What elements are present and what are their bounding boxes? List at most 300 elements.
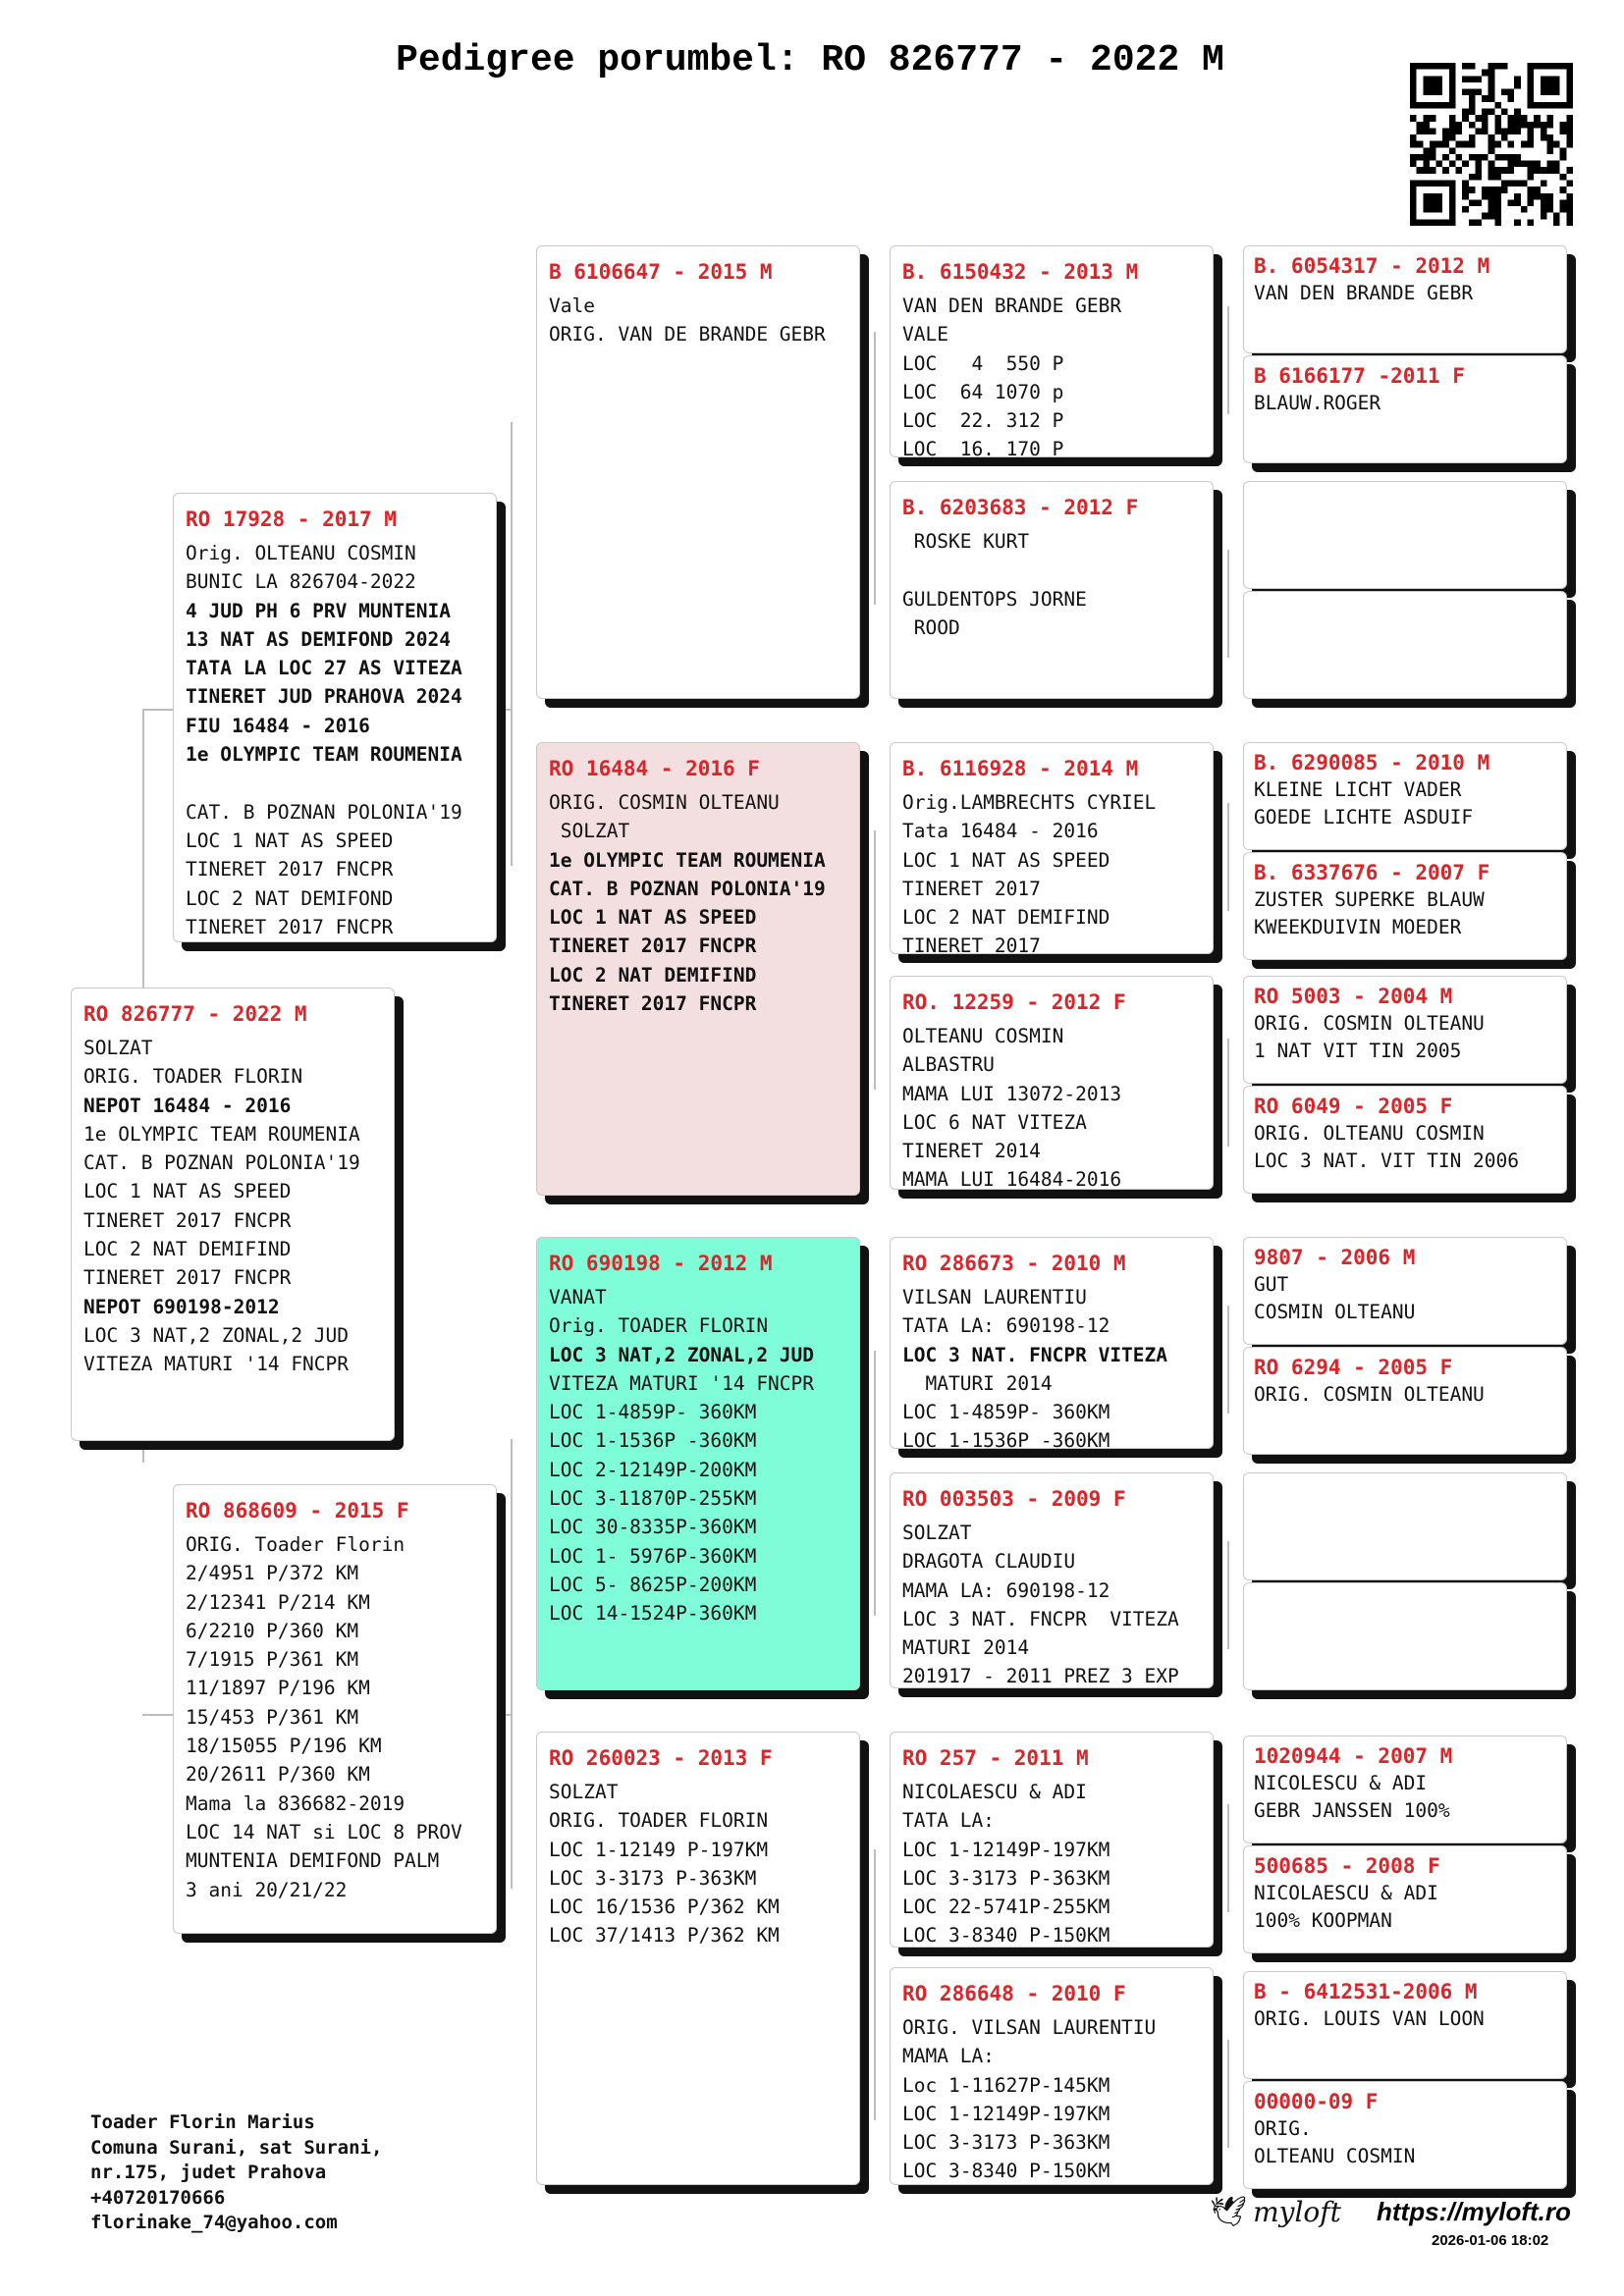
qr-module <box>1508 199 1515 206</box>
qr-module <box>1528 161 1535 168</box>
qr-module <box>1410 95 1417 102</box>
qr-module <box>1449 76 1456 82</box>
qr-module <box>1469 108 1476 115</box>
qr-module <box>1423 128 1430 134</box>
ring-number: 500685 - 2008 F <box>1254 1854 1440 1878</box>
qr-module <box>1449 128 1456 134</box>
card-body <box>1244 280 1566 307</box>
connector <box>511 422 513 866</box>
qr-module <box>1449 206 1456 213</box>
ring-number: RO 257 - 2011 M <box>902 1746 1089 1770</box>
card-line: 201917 - 2011 PREZ 3 EXP <box>902 1665 1179 1688</box>
card-line: NEPOT 16484 - 2016 <box>83 1094 292 1117</box>
qr-module <box>1566 181 1573 187</box>
qr-module <box>1475 174 1482 181</box>
qr-module <box>1475 219 1482 226</box>
ring-number: RO. 12259 - 2012 F <box>902 990 1126 1014</box>
pedigree-card-gen3 <box>890 742 1214 954</box>
card-line: MAMA LUI 13072-2013 <box>902 1082 1122 1105</box>
qr-module <box>1436 89 1443 96</box>
pedigree-card-father <box>173 493 497 942</box>
qr-module <box>1410 213 1417 220</box>
qr-module <box>1469 141 1476 148</box>
qr-module <box>1475 128 1482 134</box>
pedigree-card-gen4 <box>1243 1845 1567 1953</box>
card-line <box>902 556 1201 584</box>
card-line: 15/453 P/361 KM <box>186 1705 359 1729</box>
card-line: ORIG. TOADER FLORIN <box>549 1809 769 1833</box>
connector <box>503 709 513 711</box>
qr-module <box>1410 70 1417 77</box>
card-line: LOC 2 NAT DEMIFIND <box>83 1238 292 1261</box>
qr-module <box>1501 63 1508 70</box>
card-line: MAMA LUI 16484-2016 <box>902 1168 1122 1190</box>
card-line: OLTEANU COSMIN <box>1254 2145 1416 2167</box>
qr-module <box>1494 187 1501 193</box>
qr-module <box>1423 167 1430 174</box>
qr-module <box>1494 102 1501 109</box>
qr-module <box>1410 63 1417 70</box>
qr-module <box>1449 187 1456 193</box>
card-body <box>72 1030 394 1379</box>
pedigree-card-gen2 <box>536 1732 860 2185</box>
qr-module <box>1417 128 1424 134</box>
qr-module <box>1469 76 1476 82</box>
connector <box>1227 1306 1229 1414</box>
qr-module <box>1475 154 1482 161</box>
qr-module <box>1528 95 1535 102</box>
card-body <box>537 784 859 1018</box>
card-line: LOC 1-12149P-197KM <box>902 1838 1110 1861</box>
pedigree-card-gen2 <box>536 742 860 1196</box>
card-line: Loc 1-11627P-145KM <box>902 2073 1110 2097</box>
qr-module <box>1449 102 1456 109</box>
qr-module <box>1528 199 1535 206</box>
qr-module <box>1489 95 1495 102</box>
qr-module <box>1566 141 1573 148</box>
qr-module <box>1430 102 1436 109</box>
ring-number: RO 17928 - 2017 M <box>186 507 397 531</box>
qr-module <box>1489 193 1495 200</box>
card-line: 6/2210 P/360 KM <box>186 1619 359 1642</box>
card-line: Vale <box>549 294 595 317</box>
qr-module <box>1417 181 1424 187</box>
card-line: VAN DEN BRANDE GEBR <box>1254 282 1474 304</box>
owner-name: Toader Florin Marius <box>90 2111 315 2133</box>
qr-module <box>1469 219 1476 226</box>
connector <box>1227 803 1229 911</box>
qr-module <box>1489 76 1495 82</box>
qr-module <box>1410 76 1417 82</box>
qr-module <box>1514 154 1521 161</box>
card-line: LOC 1-12149P-197KM <box>902 2102 1110 2125</box>
qr-module <box>1410 193 1417 200</box>
qr-module <box>1494 63 1501 70</box>
card-line: LOC 5- 8625P-200KM <box>549 1573 757 1596</box>
qr-module <box>1449 95 1456 102</box>
qr-module <box>1566 167 1573 174</box>
qr-module <box>1469 187 1476 193</box>
qr-module <box>1494 154 1501 161</box>
qr-module <box>1417 102 1424 109</box>
qr-module <box>1528 82 1535 89</box>
pedigree-card-gen4 <box>1243 852 1567 960</box>
card-line: LOC 4 550 P <box>902 351 1064 375</box>
card-line: ORIG. <box>1254 2117 1312 2140</box>
qr-module <box>1436 82 1443 89</box>
pedigree-card-gen4 <box>1243 1735 1567 1843</box>
card-line: TINERET 2017 FNCPR <box>549 934 757 958</box>
connector <box>874 830 876 1090</box>
qr-module <box>1430 141 1436 148</box>
qr-module <box>1528 174 1535 181</box>
qr-module <box>1521 206 1528 213</box>
ring-number: B - 6412531-2006 M <box>1254 1980 1478 2003</box>
card-line: ORIG. LOUIS VAN LOON <box>1254 2007 1485 2030</box>
ring-number: B. 6054317 - 2012 M <box>1254 254 1490 278</box>
card-line: LOC 2 NAT DEMIFOND <box>186 886 394 910</box>
card-line: NICOLESCU & ADI <box>1254 1772 1428 1794</box>
qr-module <box>1475 115 1482 122</box>
card-line: LOC 16. 170 P <box>902 438 1064 457</box>
card-line: LOC 2 NAT DEMIFIND <box>902 906 1110 930</box>
pedigree-card-gen4-empty <box>1243 1472 1567 1580</box>
qr-module <box>1449 213 1456 220</box>
qr-module <box>1469 122 1476 129</box>
owner-phone: +40720170666 <box>90 2186 226 2209</box>
card-line: COSMIN OLTEANU <box>1254 1301 1416 1323</box>
qr-module <box>1541 213 1547 220</box>
qr-module <box>1521 161 1528 168</box>
qr-module <box>1489 147 1495 154</box>
qr-module <box>1566 128 1573 134</box>
qr-module <box>1528 128 1535 134</box>
qr-module <box>1494 219 1501 226</box>
pedigree-card-gen2 <box>536 245 860 699</box>
card-line: LOC 1- 5976P-360KM <box>549 1544 757 1568</box>
qr-module <box>1508 128 1515 134</box>
card-body <box>537 288 859 349</box>
qr-module <box>1449 147 1456 154</box>
card-body <box>174 535 496 941</box>
qr-module <box>1423 82 1430 89</box>
connector <box>1227 2040 1229 2148</box>
qr-module <box>1462 89 1469 96</box>
connector <box>874 1849 876 2120</box>
qr-module <box>1553 82 1560 89</box>
qr-module <box>1430 199 1436 206</box>
card-line: ALBASTRU <box>902 1053 995 1077</box>
pedigree-card-gen3 <box>890 1967 1214 2185</box>
qr-module <box>1436 193 1443 200</box>
qr-module <box>1566 199 1573 206</box>
card-line: LOC 1 NAT AS SPEED <box>186 828 394 852</box>
card-line: 2/12341 P/214 KM <box>186 1590 370 1614</box>
qr-module <box>1423 154 1430 161</box>
pedigree-card-gen3 <box>890 1472 1214 1688</box>
qr-module <box>1528 193 1535 200</box>
qr-module <box>1514 219 1521 226</box>
qr-module <box>1546 63 1553 70</box>
qr-module <box>1514 193 1521 200</box>
card-line: LOC 22. 312 P <box>902 409 1064 433</box>
qr-module <box>1442 181 1449 187</box>
qr-module <box>1462 115 1469 122</box>
card-line: SOLZAT <box>902 1522 972 1544</box>
card-body <box>1244 2115 1566 2170</box>
card-line: LOC 16/1536 P/362 KM <box>549 1896 780 1919</box>
qr-module <box>1449 82 1456 89</box>
connector <box>1227 1039 1229 1147</box>
card-line: LOC 14-1524P-360KM <box>549 1602 757 1626</box>
card-body <box>1244 776 1566 831</box>
qr-module <box>1482 122 1489 129</box>
card-line: MAMA LA: 690198-12 <box>902 1578 1110 1602</box>
qr-module <box>1462 181 1469 187</box>
qr-module <box>1469 63 1476 70</box>
qr-module <box>1482 193 1489 200</box>
qr-module <box>1521 181 1528 187</box>
card-line: LOC 30-8335P-360KM <box>549 1516 757 1539</box>
card-body <box>1244 2005 1566 2033</box>
qr-module <box>1494 141 1501 148</box>
qr-module <box>1449 63 1456 70</box>
qr-module <box>1508 115 1515 122</box>
card-body <box>1244 1271 1566 1326</box>
card-body <box>891 1515 1213 1688</box>
card-line: SOLZAT <box>549 1781 619 1803</box>
qr-module <box>1462 206 1469 213</box>
qr-module <box>1528 70 1535 77</box>
qr-module <box>1514 161 1521 168</box>
card-line: LOC 3 NAT,2 ZONAL,2 JUD <box>549 1343 815 1366</box>
qr-module <box>1541 89 1547 96</box>
qr-module <box>1566 206 1573 213</box>
card-line: LOC 3 NAT,2 ZONAL,2 JUD <box>83 1323 350 1347</box>
qr-module <box>1489 167 1495 174</box>
qr-module <box>1462 76 1469 82</box>
qr-module <box>1501 181 1508 187</box>
qr-module <box>1423 199 1430 206</box>
card-line: CAT. B POZNAN POLONIA'19 <box>549 877 826 900</box>
qr-module <box>1553 76 1560 82</box>
qr-module <box>1430 128 1436 134</box>
pedigree-card-gen4 <box>1243 355 1567 463</box>
qr-module <box>1528 134 1535 141</box>
qr-module <box>1494 167 1501 174</box>
qr-module <box>1423 102 1430 109</box>
qr-module <box>1442 134 1449 141</box>
card-body <box>891 1774 1213 1948</box>
qr-module <box>1423 89 1430 96</box>
qr-module <box>1436 161 1443 168</box>
ring-number: RO 868609 - 2015 F <box>186 1499 409 1522</box>
card-line: CAT. B POZNAN POLONIA'19 <box>83 1151 360 1175</box>
card-line: NEPOT 690198-2012 <box>83 1295 280 1318</box>
card-line: 1e OLYMPIC TEAM ROUMENIA <box>186 743 462 767</box>
card-body <box>537 1774 859 1950</box>
logo-text: myloft <box>1253 2196 1341 2228</box>
qr-module <box>1489 199 1495 206</box>
qr-module <box>1494 213 1501 220</box>
qr-module <box>1566 122 1573 129</box>
qr-module <box>1494 174 1501 181</box>
card-body <box>891 1018 1213 1190</box>
qr-module <box>1566 70 1573 77</box>
card-line: 100% KOOPMAN <box>1254 1909 1392 1932</box>
qr-module <box>1508 89 1515 96</box>
qr-module <box>1430 193 1436 200</box>
qr-module <box>1423 206 1430 213</box>
qr-module <box>1475 199 1482 206</box>
qr-module <box>1430 89 1436 96</box>
card-line: ORIG. COSMIN OLTEANU <box>549 791 780 814</box>
print-timestamp: 2026-01-06 18:02 <box>1432 2232 1549 2249</box>
qr-module <box>1449 89 1456 96</box>
qr-module <box>1546 161 1553 168</box>
qr-module <box>1560 63 1567 70</box>
qr-module <box>1514 115 1521 122</box>
qr-module <box>1449 134 1456 141</box>
card-line: VALE <box>902 323 948 347</box>
qr-module <box>1553 141 1560 148</box>
qr-module <box>1566 193 1573 200</box>
card-line: TATA LA: 690198-12 <box>902 1314 1110 1338</box>
qr-module <box>1546 122 1553 129</box>
qr-module <box>1534 187 1541 193</box>
card-body <box>537 1279 859 1629</box>
pedigree-card-gen4-empty <box>1243 1582 1567 1690</box>
pedigree-card-gen4-empty <box>1243 591 1567 699</box>
qr-module <box>1553 89 1560 96</box>
qr-module <box>1566 89 1573 96</box>
qr-module <box>1546 82 1553 89</box>
qr-module <box>1455 122 1462 129</box>
qr-module <box>1508 161 1515 168</box>
qr-module <box>1560 154 1567 161</box>
qr-module <box>1566 63 1573 70</box>
qr-module <box>1417 141 1424 148</box>
qr-module <box>1553 219 1560 226</box>
connector <box>1227 1804 1229 1912</box>
card-line: SOLZAT <box>549 820 630 843</box>
qr-module <box>1528 219 1535 226</box>
qr-module <box>1423 193 1430 200</box>
card-line: GEBR JANSSEN 100% <box>1254 1799 1450 1822</box>
ring-number: RO 826777 - 2022 M <box>83 1002 307 1026</box>
qr-module <box>1566 219 1573 226</box>
qr-module <box>1469 174 1476 181</box>
card-body <box>1244 1880 1566 1935</box>
card-line: ROOD <box>902 615 960 639</box>
qr-module <box>1489 161 1495 168</box>
qr-module <box>1442 141 1449 148</box>
qr-module <box>1423 63 1430 70</box>
card-line: ORIG. VILSAN LAURENTIU <box>902 2016 1157 2039</box>
website-link[interactable]: https://myloft.ro <box>1377 2197 1571 2226</box>
qr-module <box>1560 102 1567 109</box>
ring-number: B. 6203683 - 2012 F <box>902 496 1139 519</box>
qr-module <box>1528 89 1535 96</box>
qr-module <box>1553 213 1560 220</box>
qr-module <box>1546 206 1553 213</box>
qr-module <box>1528 63 1535 70</box>
card-line: TINERET 2017 <box>902 877 1041 900</box>
qr-module <box>1541 122 1547 129</box>
qr-module <box>1449 199 1456 206</box>
qr-module <box>1494 115 1501 122</box>
card-line: OLTEANU COSMIN <box>902 1025 1064 1047</box>
qr-module <box>1501 187 1508 193</box>
qr-module <box>1482 115 1489 122</box>
pedigree-card-gen4 <box>1243 976 1567 1084</box>
card-line: LOC 1-4859P- 360KM <box>902 1401 1110 1424</box>
qr-module <box>1489 70 1495 77</box>
qr-module <box>1436 102 1443 109</box>
qr-module <box>1475 76 1482 82</box>
qr-module <box>1410 181 1417 187</box>
qr-module <box>1489 82 1495 89</box>
qr-module <box>1423 115 1430 122</box>
pedigree-card-mother <box>173 1484 497 1934</box>
card-line: ORIG. COSMIN OLTEANU <box>1254 1383 1485 1406</box>
card-line: MATURI 2014 <box>902 1371 1053 1395</box>
card-line: 1 NAT VIT TIN 2005 <box>1254 1040 1462 1062</box>
qr-module <box>1489 213 1495 220</box>
qr-module <box>1489 134 1495 141</box>
qr-module <box>1541 193 1547 200</box>
ring-number: B 6166177 -2011 F <box>1254 364 1465 388</box>
qr-module <box>1430 154 1436 161</box>
pedigree-card-subject <box>71 988 395 1441</box>
ring-number: RO 003503 - 2009 F <box>902 1487 1126 1511</box>
qr-module <box>1560 174 1567 181</box>
qr-module <box>1430 147 1436 154</box>
qr-module <box>1482 108 1489 115</box>
qr-module <box>1436 76 1443 82</box>
qr-module <box>1566 102 1573 109</box>
qr-module <box>1501 108 1508 115</box>
qr-module <box>1442 219 1449 226</box>
card-line: Orig.LAMBRECHTS CYRIEL <box>902 791 1157 814</box>
qr-module <box>1417 219 1424 226</box>
card-line: KLEINE LICHT VADER <box>1254 778 1462 801</box>
qr-module <box>1482 154 1489 161</box>
qr-module <box>1560 206 1567 213</box>
qr-module <box>1566 115 1573 122</box>
card-line: VILSAN LAURENTIU <box>902 1286 1087 1308</box>
owner-contact <box>90 2110 382 2236</box>
qr-module <box>1541 128 1547 134</box>
pedigree-card-gen3 <box>890 976 1214 1190</box>
card-line: BUNIC LA 826704-2022 <box>186 570 416 594</box>
qr-module <box>1534 63 1541 70</box>
pedigree-card-gen4 <box>1243 742 1567 850</box>
qr-module <box>1508 181 1515 187</box>
qr-module <box>1560 199 1567 206</box>
card-body <box>891 1279 1213 1449</box>
connector <box>142 1714 174 1716</box>
ring-number: RO 286648 - 2010 F <box>902 1982 1126 2005</box>
qr-module <box>1423 147 1430 154</box>
card-line: 3 ani 20/21/22 <box>186 1878 348 1901</box>
card-line: SOLZAT <box>83 1037 153 1059</box>
qr-module <box>1436 181 1443 187</box>
card-line: VITEZA MATURI '14 FNCPR <box>83 1353 350 1376</box>
qr-module <box>1541 76 1547 82</box>
qr-module <box>1546 193 1553 200</box>
card-line: LOC 1-1536P -360KM <box>549 1429 757 1453</box>
